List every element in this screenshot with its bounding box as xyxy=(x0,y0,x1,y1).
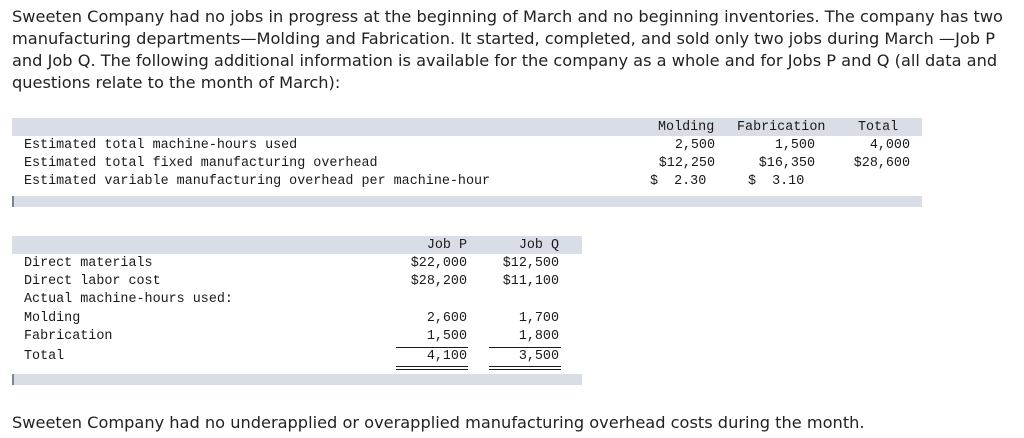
table2-row-label: Total xyxy=(24,349,65,364)
table1-cell-molding: $12,250 xyxy=(658,156,715,171)
total-double-rule-job-p-lower xyxy=(396,369,468,370)
subtotal-rule-job-q xyxy=(489,347,561,348)
table2-cell-job-p: $22,000 xyxy=(410,256,467,271)
table2-header-job-p: Job P xyxy=(426,238,467,253)
table1-header-fabrication: Fabrication xyxy=(737,120,826,135)
total-double-rule-job-q-upper xyxy=(489,366,561,367)
total-double-rule-job-q-lower xyxy=(489,369,561,370)
table1-cell-fabrication: $ 3.10 xyxy=(748,174,805,189)
table2-cell-job-p: 1,500 xyxy=(426,329,467,344)
table2-header-job-q: Job Q xyxy=(518,238,559,253)
table2-left-edge xyxy=(12,374,14,385)
table1-cell-fabrication: 1,500 xyxy=(774,138,815,153)
total-double-rule-job-p-upper xyxy=(396,366,468,367)
table1-cell-total: 4,000 xyxy=(869,138,910,153)
table1-row-label: Estimated variable manufacturing overhead per machine-hour xyxy=(24,174,491,189)
table1-row-label: Estimated total fixed manufacturing overhead xyxy=(24,156,378,171)
table2-cell-job-q: $11,100 xyxy=(502,274,559,289)
table1-cell-molding: 2,500 xyxy=(674,138,715,153)
table2-cell-job-p: $28,200 xyxy=(410,274,467,289)
table2-row-label: Actual machine-hours used: xyxy=(24,292,233,307)
table2-cell-job-q: $12,500 xyxy=(502,256,559,271)
table2-row-label: Molding xyxy=(24,311,81,326)
table1-header-total: Total xyxy=(858,120,899,135)
table1-cell-total: $28,600 xyxy=(853,156,910,171)
table1-cell-fabrication: $16,350 xyxy=(758,156,815,171)
table2-cell-job-q: 3,500 xyxy=(518,349,559,364)
table2-cell-job-q: 1,800 xyxy=(518,329,559,344)
table2-row-label: Direct labor cost xyxy=(24,274,161,289)
table1-bottom-band xyxy=(12,196,922,207)
table2-cell-job-p: 4,100 xyxy=(426,349,467,364)
table2-row-label: Fabrication xyxy=(24,329,113,344)
table1-left-edge xyxy=(12,196,14,207)
table2-row-label: Direct materials xyxy=(24,256,153,271)
table1-header-molding: Molding xyxy=(658,120,715,135)
table2-cell-job-p: 2,600 xyxy=(426,311,467,326)
problem-intro: Sweeten Company had no jobs in progress at the beginning of March and no beginning inventories. The company has two manufacturing departments—Molding and Fabrication. It started, completed, and sold only two jobs during March —Job P and Job Q. The following additional information is available for the company as a whole and for Jobs P and Q (all data and questions relate to the month of March): xyxy=(12,7,1003,92)
table1-cell-molding: $ 2.30 xyxy=(650,174,707,189)
table2-cell-job-q: 1,700 xyxy=(518,311,559,326)
table1-row-label: Estimated total machine-hours used xyxy=(24,138,298,153)
problem-footer: Sweeten Company had no underapplied or overapplied manufacturing overhead costs during the month. xyxy=(12,413,865,432)
subtotal-rule-job-p xyxy=(396,347,468,348)
table2-bottom-band xyxy=(12,374,582,385)
